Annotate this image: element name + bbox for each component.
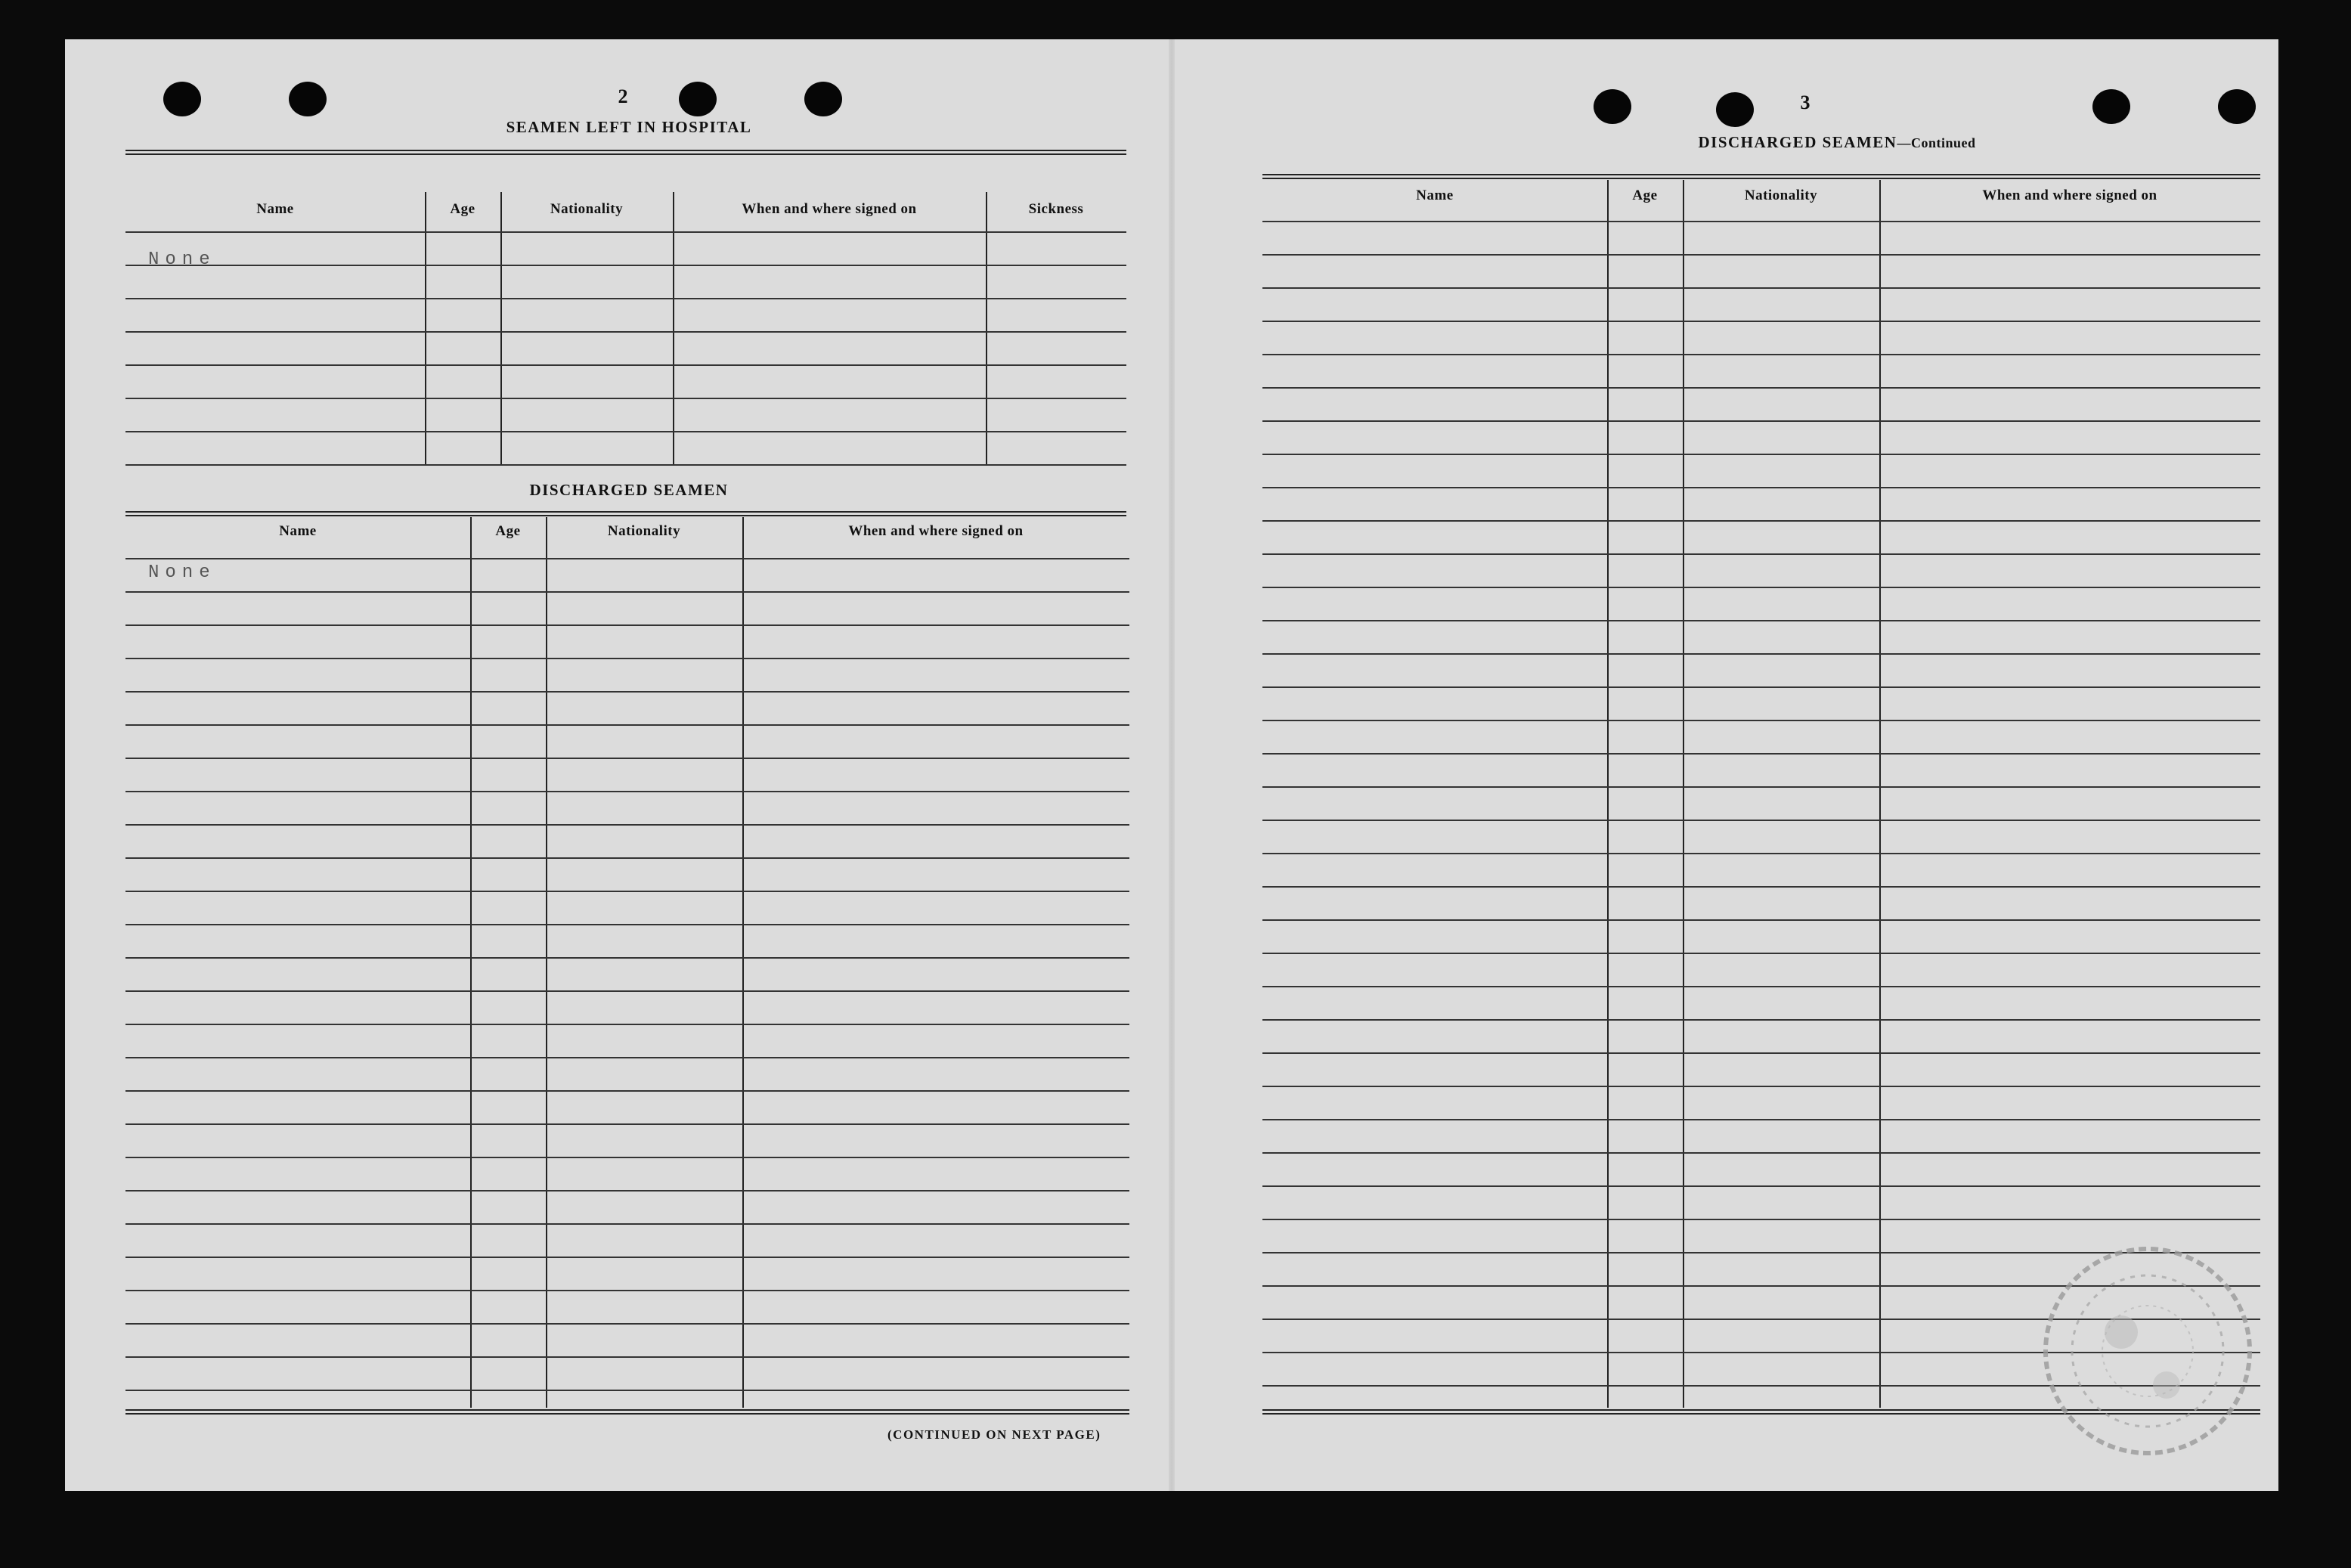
row-line	[1262, 653, 2260, 655]
row-line	[1262, 487, 2260, 488]
row-line	[1262, 454, 2260, 455]
row-line	[125, 791, 1129, 792]
ink-stamp	[2038, 1241, 2257, 1461]
row-line	[1262, 254, 2260, 256]
row-line	[125, 1157, 1129, 1158]
column-divider	[470, 517, 472, 1408]
typed-entry: None	[148, 249, 216, 270]
discharged-section-title: DISCHARGED SEAMEN	[529, 481, 729, 499]
row-line	[125, 957, 1129, 959]
row-line	[1262, 387, 2260, 389]
row-line	[125, 624, 1129, 626]
row-line	[1262, 321, 2260, 322]
column-header-when-where: When and where signed on	[742, 201, 917, 217]
row-line	[1262, 1019, 2260, 1021]
row-line	[125, 464, 1126, 466]
row-line	[1262, 886, 2260, 888]
row-line	[125, 431, 1126, 432]
row-line	[125, 1090, 1129, 1092]
column-header-age: Age	[495, 523, 521, 539]
row-line	[1262, 1052, 2260, 1054]
row-line	[125, 724, 1129, 726]
row-line	[125, 857, 1129, 859]
row-line	[1262, 986, 2260, 987]
column-divider	[986, 192, 987, 466]
row-line	[125, 1356, 1129, 1358]
column-divider	[1607, 180, 1609, 1408]
row-line	[1262, 953, 2260, 954]
row-line	[125, 364, 1126, 366]
row-line	[125, 398, 1126, 399]
column-header-sickness: Sickness	[1028, 201, 1084, 217]
column-header-name: Name	[279, 523, 317, 539]
row-line	[1262, 753, 2260, 755]
row-line	[1262, 1219, 2260, 1220]
row-line	[125, 924, 1129, 925]
continued-note: (CONTINUED ON NEXT PAGE)	[887, 1427, 1101, 1442]
column-divider	[673, 192, 674, 466]
column-divider	[1879, 180, 1881, 1408]
row-line	[125, 1190, 1129, 1191]
typed-entry: None	[148, 562, 216, 583]
row-line	[125, 1290, 1129, 1291]
row-line	[125, 591, 1129, 593]
section-title-main: DISCHARGED SEAMEN	[1698, 133, 1897, 151]
page-number: 3	[1800, 91, 1810, 113]
row-line	[125, 298, 1126, 299]
column-divider	[500, 192, 502, 466]
row-line	[125, 231, 1126, 233]
punch-hole	[804, 82, 842, 116]
column-header-when-where: When and where signed on	[848, 523, 1024, 539]
row-line	[125, 265, 1126, 266]
column-divider	[425, 192, 426, 466]
row-line	[1262, 853, 2260, 854]
column-header-age: Age	[1632, 187, 1658, 203]
row-line	[1262, 720, 2260, 721]
column-header-age: Age	[450, 201, 475, 217]
row-line	[1262, 620, 2260, 621]
hospital-section-title: SEAMEN LEFT IN HOSPITAL	[506, 118, 752, 136]
row-line	[125, 1057, 1129, 1058]
discharged-continued-table	[1262, 180, 2260, 1408]
row-line	[1262, 1119, 2260, 1120]
row-line	[125, 990, 1129, 992]
section-rule	[1262, 174, 2260, 175]
row-line	[1262, 553, 2260, 555]
row-line	[1262, 820, 2260, 821]
column-header-nationality: Nationality	[607, 523, 681, 539]
hospital-table	[125, 156, 1126, 466]
row-line	[1262, 354, 2260, 355]
row-line	[125, 1123, 1129, 1125]
row-line	[125, 658, 1129, 659]
row-line	[125, 824, 1129, 826]
page-number: 2	[618, 85, 628, 107]
row-line	[1262, 786, 2260, 788]
discharged-table	[125, 517, 1129, 1408]
column-header-when-where: When and where signed on	[1982, 187, 2157, 203]
punch-hole	[289, 82, 327, 116]
document-sheet	[65, 39, 2278, 1491]
row-line	[125, 1223, 1129, 1225]
section-rule	[125, 150, 1126, 151]
section-rule	[125, 1409, 1129, 1411]
row-line	[125, 891, 1129, 892]
row-line	[125, 1257, 1129, 1258]
row-line	[1262, 520, 2260, 522]
row-line	[1262, 1086, 2260, 1087]
row-line	[125, 331, 1126, 333]
column-header-name: Name	[1416, 187, 1454, 203]
punch-hole	[1594, 89, 1631, 124]
punch-hole	[163, 82, 201, 116]
row-line	[1262, 287, 2260, 289]
row-line	[1262, 686, 2260, 688]
discharged-continued-title	[1648, 133, 2026, 152]
column-divider	[546, 517, 547, 1408]
row-line	[125, 1390, 1129, 1391]
row-line	[1262, 1152, 2260, 1154]
row-line	[1262, 221, 2260, 222]
punch-hole	[679, 82, 717, 116]
punch-hole	[2092, 89, 2130, 124]
section-title-suffix: —Continued	[1897, 135, 1976, 150]
row-line	[125, 558, 1129, 559]
row-line	[1262, 420, 2260, 422]
left-page	[65, 39, 1172, 1491]
column-header-name: Name	[256, 201, 294, 217]
column-divider	[1683, 180, 1684, 1408]
section-rule	[125, 511, 1126, 513]
punch-hole	[2218, 89, 2256, 124]
column-header-nationality: Nationality	[550, 201, 624, 217]
column-divider	[742, 517, 744, 1408]
punch-hole	[1716, 92, 1754, 127]
row-line	[125, 1323, 1129, 1325]
row-line	[125, 691, 1129, 693]
row-line	[1262, 587, 2260, 588]
row-line	[125, 758, 1129, 759]
column-header-nationality: Nationality	[1744, 187, 1818, 203]
row-line	[1262, 919, 2260, 921]
row-line	[1262, 1185, 2260, 1187]
row-line	[125, 1024, 1129, 1025]
